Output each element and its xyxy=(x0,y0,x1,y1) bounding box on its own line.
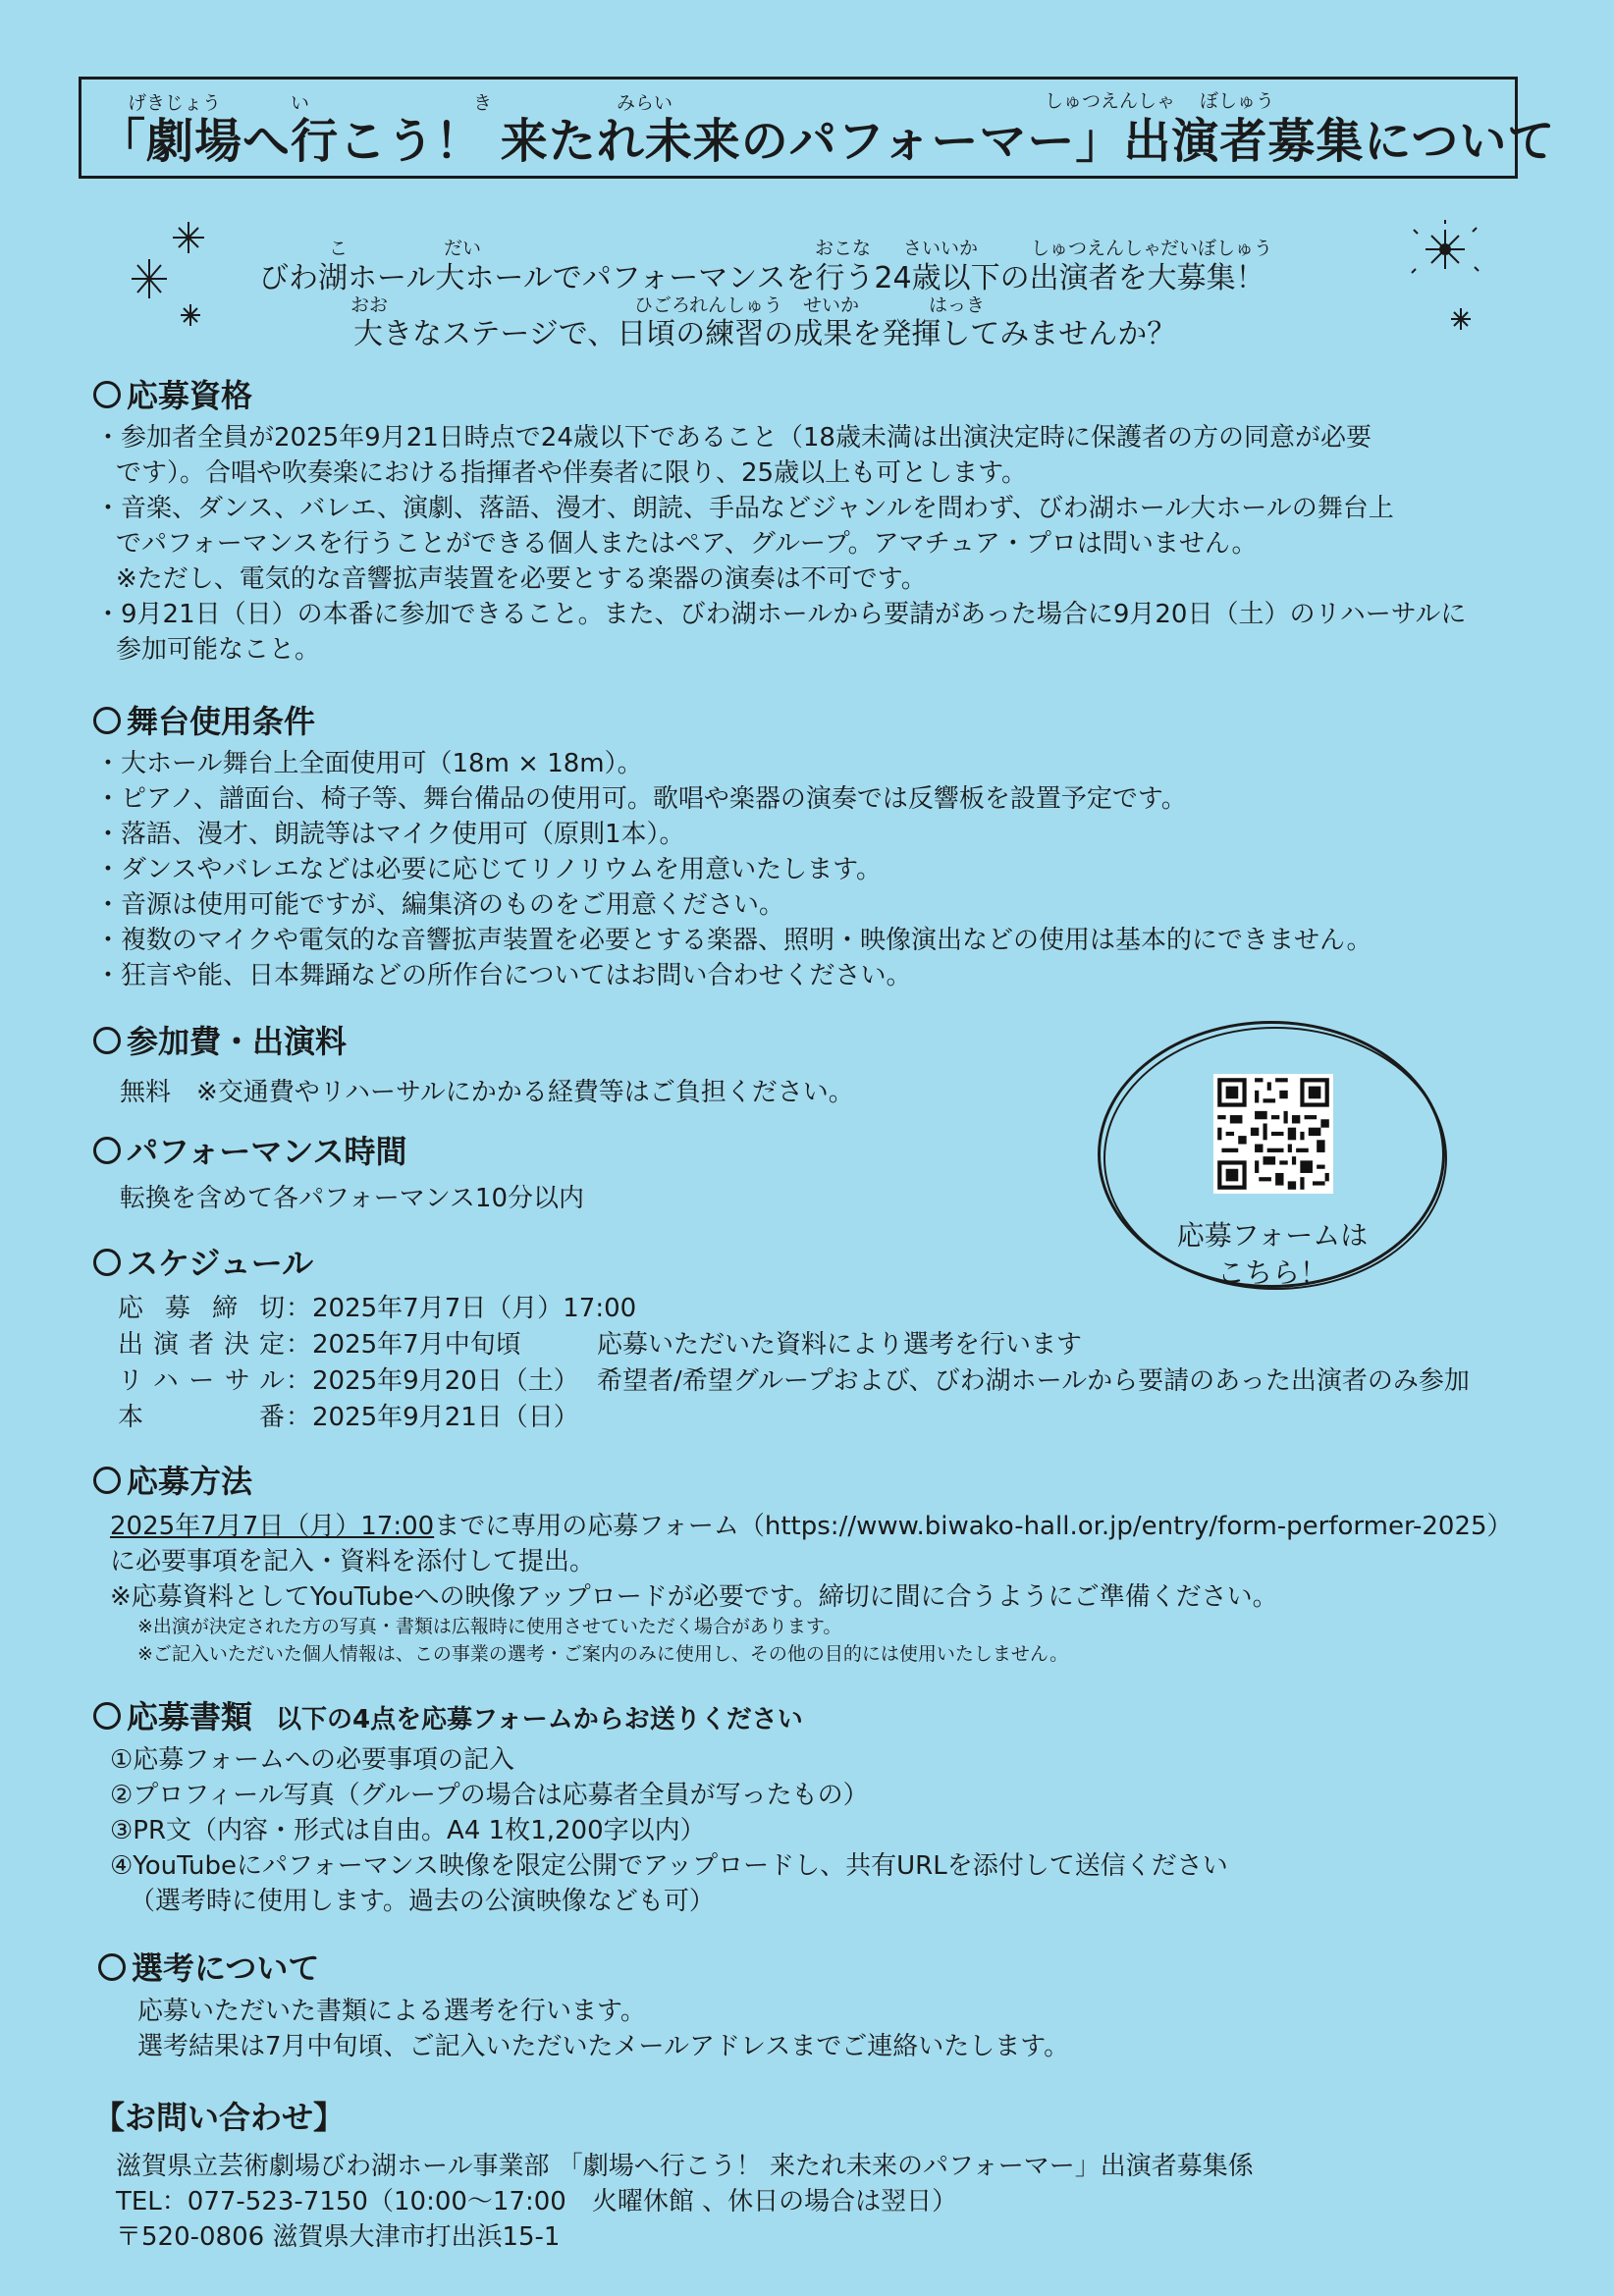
intro-ruby-hakki: はっき xyxy=(929,294,986,316)
intro-ruby-oo: おお xyxy=(350,294,389,316)
title-ruby-shutsuensha: しゅつえんしゃ xyxy=(1045,90,1176,112)
intro-ruby-shutsuensha: しゅつえんしゃ xyxy=(1031,238,1162,259)
fee-text: 無料 ※交通費やリハーサルにかかる経費等はご負担ください。 xyxy=(120,1078,854,1107)
method-note: ※出演が決定された方の写真・書類は広報時に使用させていただく場合があります。 xyxy=(137,1616,842,1637)
stage-line: ・ダンスやバレエなどは必要に応じてリノリウムを用意いたします。 xyxy=(95,855,883,884)
selection-line: 応募いただいた書類による選考を行います。 xyxy=(137,1997,646,2026)
method-line-1 xyxy=(110,1506,1513,1542)
intro-line-2: 大きなステージで、日頃の練習の成果を発揮してみませんか？ xyxy=(353,317,1177,351)
intro-ruby-renshuu: れんしゅう xyxy=(689,294,783,316)
contact-tel: TEL：077-523-7150（10:00～17:00 火曜休館 、休日の場合は翌日） xyxy=(116,2187,958,2216)
intro-line-1: びわ湖ホール大ホールでパフォーマンスを行う24歳以下の出演者を大募集！ xyxy=(259,261,1265,295)
eligibility-line: ※ただし、電気的な音響拡声装置を必要とする楽器の演奏は不可です。 xyxy=(116,564,927,594)
title-ruby-gekijou: げきじょう xyxy=(128,92,222,114)
schedule-row: 本 番：2025年9月21日（日） xyxy=(118,1403,579,1432)
contact-address: 〒520-0806 滋賀県大津市打出浜15-1 xyxy=(116,2222,561,2252)
section-heading-stage: 舞台使用条件 xyxy=(93,697,315,742)
section-heading-documents: 応募書類 以下の4点を応募フォームからお送りください xyxy=(93,1692,803,1737)
section-heading-method: 応募方法 xyxy=(93,1457,252,1502)
eligibility-line: です）。合唱や吹奏楽における指揮者や伴奏者に限り、25歳以上も可とします。 xyxy=(116,458,1028,488)
schedule-row: リハーサル：2025年9月20日（土） 希望者/希望グループおよび、びわ湖ホールから要請のあった出演者のみ参加 xyxy=(118,1366,1470,1396)
stage-line: ・狂言や能、日本舞踊などの所作台についてはお問い合わせください。 xyxy=(95,961,912,990)
selection-line: 選考結果は7月中旬頃、ご記入いただいたメールアドレスまでご連絡いたします。 xyxy=(137,2032,1070,2061)
document-item: ②プロフィール写真（グループの場合は応募者全員が写ったもの） xyxy=(110,1781,869,1810)
page-title: 「劇場へ行こう！ 来たれ未来のパフォーマー」出演者募集について xyxy=(98,114,1556,169)
qr-caption: 応募フォームは こちら！ xyxy=(1176,1219,1369,1289)
intro-ruby-higoro: ひごろ xyxy=(634,294,691,316)
documents-subheading: 以下の4点を応募フォームからお送りください xyxy=(276,1705,803,1735)
title-ruby-boshuu: ぼしゅう xyxy=(1200,90,1275,112)
stage-line: ・大ホール舞台上全面使用可（18m × 18m）。 xyxy=(95,749,643,778)
schedule-row: 出演者決定：2025年7月中旬頃 応募いただいた資料により選考を行います xyxy=(118,1330,1083,1360)
method-deadline: 2025年7月7日（月）17:00 xyxy=(110,1512,435,1541)
eligibility-line: ・9月21日（日）の本番に参加できること。また、びわ湖ホールから要請があった場合に9月20日（土）のリハーサルに xyxy=(95,600,1467,629)
stage-line: ・複数のマイクや電気的な音響拡声装置を必要とする楽器、照明・映像演出などの使用は基本的にできません。 xyxy=(95,926,1372,955)
method-line-2: に必要事項を記入・資料を添付して提出。 xyxy=(110,1547,596,1576)
document-item: ④YouTubeにパフォーマンス映像を限定公開でアップロードし、共有URLを添付して送信ください xyxy=(110,1851,1228,1881)
time-text: 転換を含めて各パフォーマンス10分以内 xyxy=(120,1184,585,1213)
method-note: ※ご記入いただいた個人情報は、この事業の選考・ご案内のみに使用し、その他の目的には使用いたしません。 xyxy=(137,1643,1069,1665)
section-heading-eligibility: 応募資格 xyxy=(93,371,252,416)
entry-form-url[interactable]: までに専用の応募フォーム（https://www.biwako-hall.or.jp/entry/form-performer-2025） xyxy=(434,1512,1513,1541)
sparkle-icon xyxy=(1404,216,1492,334)
intro-ruby-okona: おこな xyxy=(815,238,872,259)
title-ruby-ki: き xyxy=(473,92,493,114)
eligibility-line: でパフォーマンスを行うことができる個人またはペア、グループ。アマチュア・プロは問いません。 xyxy=(116,529,1258,559)
section-heading-selection: 選考について xyxy=(98,1944,319,1989)
eligibility-line: ・音楽、ダンス、バレエ、演劇、落語、漫才、朗読、手品などジャンルを問わず、びわ湖ホール大ホールの舞台上 xyxy=(95,494,1394,523)
qr-code[interactable] xyxy=(1213,1074,1333,1194)
stage-line: ・音源は使用可能ですが、編集済のものをご用意ください。 xyxy=(95,890,785,920)
title-ruby-i: い xyxy=(291,92,310,114)
stage-line: ・落語、漫才、朗読等はマイク使用可（原則1本）。 xyxy=(95,820,685,849)
sparkle-icon xyxy=(128,214,216,332)
intro-ruby-ko: こ xyxy=(329,238,349,259)
contact-heading: 【お問い合わせ】 xyxy=(93,2099,346,2136)
intro-ruby-seika: せいか xyxy=(803,294,860,316)
section-heading-schedule: スケジュール xyxy=(93,1239,313,1284)
title-ruby-mirai: みらい xyxy=(617,92,673,114)
document-item: ①応募フォームへの必要事項の記入 xyxy=(110,1745,515,1775)
intro-ruby-daiboshuu: だいぼしゅう xyxy=(1160,238,1273,259)
document-item: （選考時に使用します。過去の公演映像なども可） xyxy=(130,1887,715,1916)
stage-line: ・ピアノ、譜面台、椅子等、舞台備品の使用可。歌唱や楽器の演奏では反響板を設置予定です。 xyxy=(95,784,1187,814)
document-item: ③PR文（内容・形式は自由。A4 1枚1,200字以内） xyxy=(110,1816,706,1845)
section-heading-time: パフォーマンス時間 xyxy=(93,1127,406,1172)
contact-org: 滋賀県立芸術劇場びわ湖ホール事業部 「劇場へ行こう！ 来たれ未来のパフォーマー」出演者募集係 xyxy=(116,2152,1254,2181)
eligibility-line: ・参加者全員が2025年9月21日時点で24歳以下であること（18歳未満は出演決定時に保護者の方の同意が必要 xyxy=(95,423,1372,453)
method-line-3: ※応募資料としてYouTubeへの映像アップロードが必要です。締切に間に合うようにご準備ください。 xyxy=(110,1582,1278,1612)
eligibility-line: 参加可能なこと。 xyxy=(116,635,321,665)
section-heading-fee: 参加費・出演料 xyxy=(93,1017,347,1062)
intro-ruby-dai: だい xyxy=(444,238,482,259)
intro-ruby-saiika: さいいか xyxy=(903,238,979,259)
schedule-row: 応募締切：2025年7月7日（月）17:00 xyxy=(118,1294,637,1323)
